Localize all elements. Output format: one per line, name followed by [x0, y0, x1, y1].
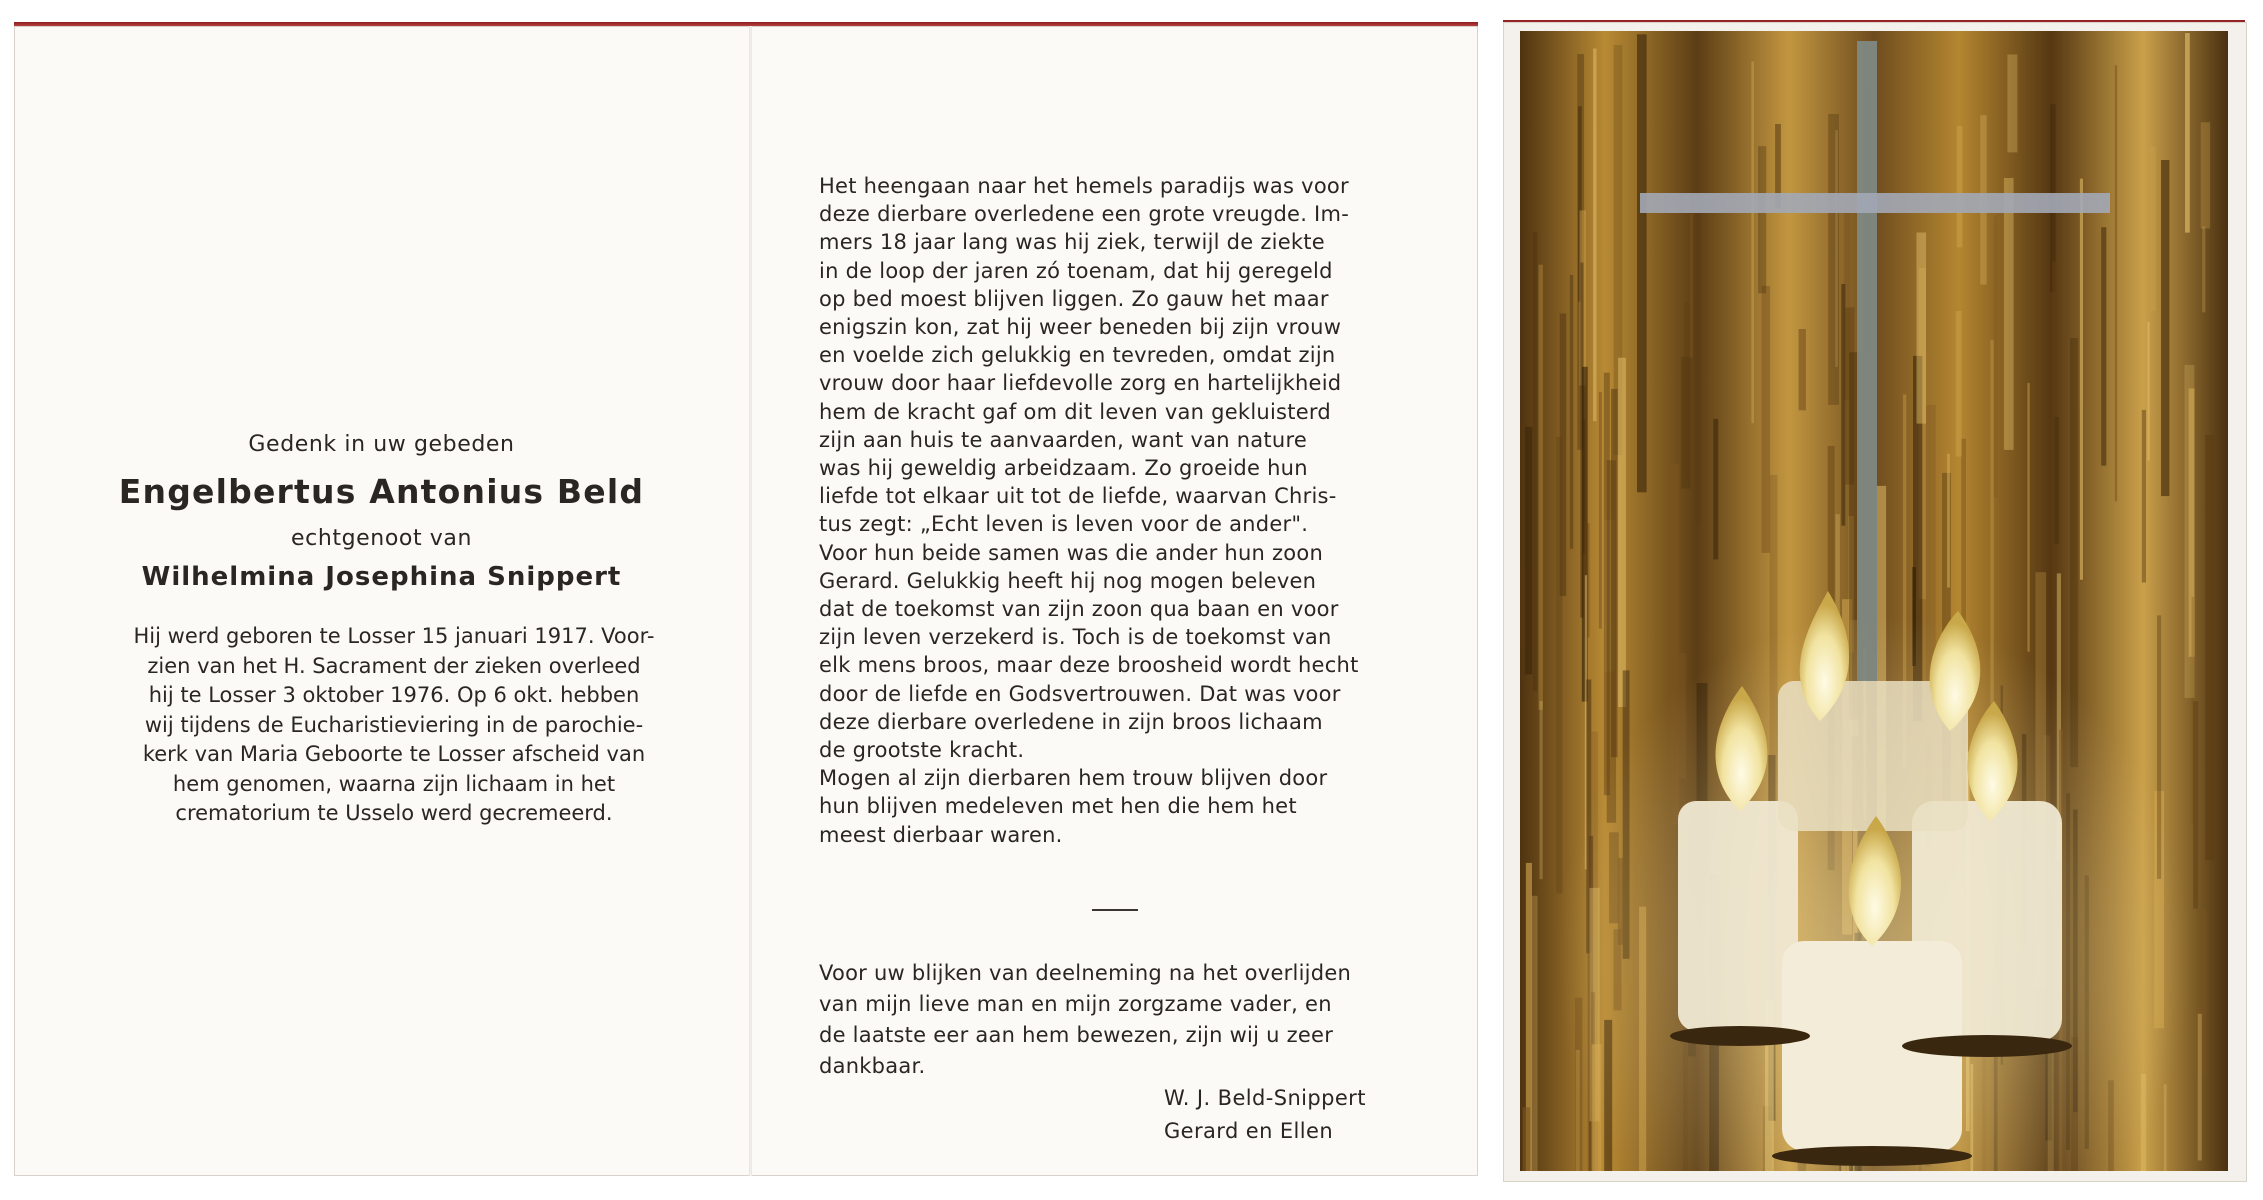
text-line: dat de toekomst van zijn zoon qua baan en voor: [819, 597, 1339, 622]
text-line: de grootste kracht.: [819, 738, 1025, 763]
spouse-label: echtgenoot van: [290, 526, 473, 551]
right-page: [752, 26, 1478, 1176]
brush-stroke: [1690, 214, 1693, 358]
text-line: door de liefde en Godsvertrouwen. Dat was voor: [819, 681, 1341, 706]
signatures: [1164, 1082, 1366, 1148]
brush-stroke: [2202, 227, 2205, 313]
brush-stroke: [2150, 146, 2156, 311]
text-line: meest dierbaar waren.: [819, 822, 1063, 847]
signature-line: Gerard en Ellen: [1164, 1119, 1334, 1143]
thanks-line: van mijn lieve man en mijn zorgzame vader, en: [819, 992, 1332, 1016]
thanks-line: Voor uw blijken van deelneming na het overlijden: [819, 961, 1352, 985]
cross-vertical-beam: [1857, 41, 1877, 681]
text-line: was hij geweldig arbeidzaam. Zo groeide hun: [819, 456, 1308, 481]
text-line: hun blijven medeleven met hen die hem het: [819, 794, 1297, 819]
spouse-name: Wilhelmina Josephina Snippert: [141, 562, 622, 592]
intro-text: Gedenk in uw gebeden: [248, 432, 515, 457]
cover-picture: [1503, 22, 2247, 1182]
bio-line: Hij werd geboren te Losser 15 januari 1917. Voor-: [133, 624, 655, 648]
text-line: Mogen al zijn dierbaren hem trouw blijven door: [819, 766, 1328, 791]
signature-line: W. J. Beld-Snippert: [1164, 1086, 1366, 1110]
brush-stroke: [1593, 49, 1597, 422]
brush-stroke: [1751, 61, 1754, 423]
biography: [94, 622, 694, 829]
bio-line: hem genomen, waarna zijn lichaam in het: [172, 771, 616, 796]
thanks-line: dankbaar.: [819, 1054, 926, 1078]
candle-holder: [1772, 1146, 1972, 1166]
brush-stroke: [2201, 122, 2210, 228]
bio-line: zien van het H. Sacrament der zieken overleed: [147, 653, 641, 678]
deceased-name: Engelbertus Antonius Beld: [118, 472, 645, 511]
brush-stroke: [1957, 126, 1963, 247]
text-line: zijn leven verzekerd is. Toch is de toekomst van: [819, 625, 1332, 650]
cross-and-candles-painting: [1520, 31, 2228, 1171]
bio-line: crematorium te Usselo werd gecremeerd.: [175, 801, 613, 825]
text-line: liefde tot elkaar uit tot de liefde, waarvan Chris-: [819, 484, 1337, 509]
text-line: vrouw door haar liefdevolle zorg en hartelijkheid: [819, 371, 1342, 396]
bio-line: hij te Losser 3 oktober 1976. Op 6 okt. hebben: [148, 683, 640, 707]
text-line: in de loop der jaren zó toenam, dat hij geregeld: [819, 258, 1333, 283]
text-line: hem de kracht gaf om dit leven van gekluisterd: [819, 399, 1331, 424]
brush-stroke: [2004, 178, 2014, 450]
brush-stroke: [1828, 114, 1839, 405]
brush-stroke: [1758, 146, 1766, 293]
candle: [1678, 801, 1798, 1031]
text-line: Gerard. Gelukkig heeft hij nog mogen beleven: [819, 568, 1317, 593]
text-line: deze dierbare overledene in zijn broos lichaam: [819, 709, 1323, 734]
bio-line: wij tijdens de Eucharistieviering in de parochie-: [144, 712, 644, 737]
text-line: en voelde zich gelukkig en tevreden, omdat zijn: [819, 343, 1336, 368]
thanks-text: [819, 958, 1439, 1082]
text-line: enigszin kon, zat hij weer beneden bij zijn vrouw: [819, 315, 1342, 340]
text-line: deze dierbare overledene een grote vreugde. Im-: [819, 202, 1350, 227]
memorial-card: [14, 26, 1478, 1176]
text-line: Het heengaan naar het hemels paradijs was voor: [819, 174, 1349, 198]
text-line: Voor hun beide samen was die ander hun zoon: [819, 540, 1324, 565]
bio-line: kerk van Maria Geboorte te Losser afscheid van: [142, 742, 646, 766]
memorial-text: [819, 172, 1439, 849]
section-divider: [1092, 909, 1138, 911]
text-line: op bed moest blijven liggen. Zo gauw het maar: [819, 286, 1329, 311]
text-line: mers 18 jaar lang was hij ziek, terwijl de ziekte: [819, 230, 1325, 255]
text-line: zijn aan huis te aanvaarden, want van nature: [819, 427, 1308, 452]
brush-stroke: [1917, 233, 1927, 424]
thanks-line: de laatste eer aan hem bewezen, zijn wij u zeer: [819, 1023, 1334, 1047]
candle-holder: [1670, 1026, 1810, 1046]
left-page: [14, 26, 749, 1176]
text-line: elk mens broos, maar deze broosheid wordt hecht: [819, 653, 1359, 678]
text-line: tus zegt: „Echt leven is leven voor de ander".: [819, 512, 1309, 537]
candle-holder: [1902, 1035, 2072, 1057]
brush-stroke: [2185, 33, 2190, 233]
cross-horizontal-beam: [1640, 193, 2110, 213]
brush-stroke: [1799, 329, 1806, 410]
brush-stroke: [2007, 55, 2017, 153]
